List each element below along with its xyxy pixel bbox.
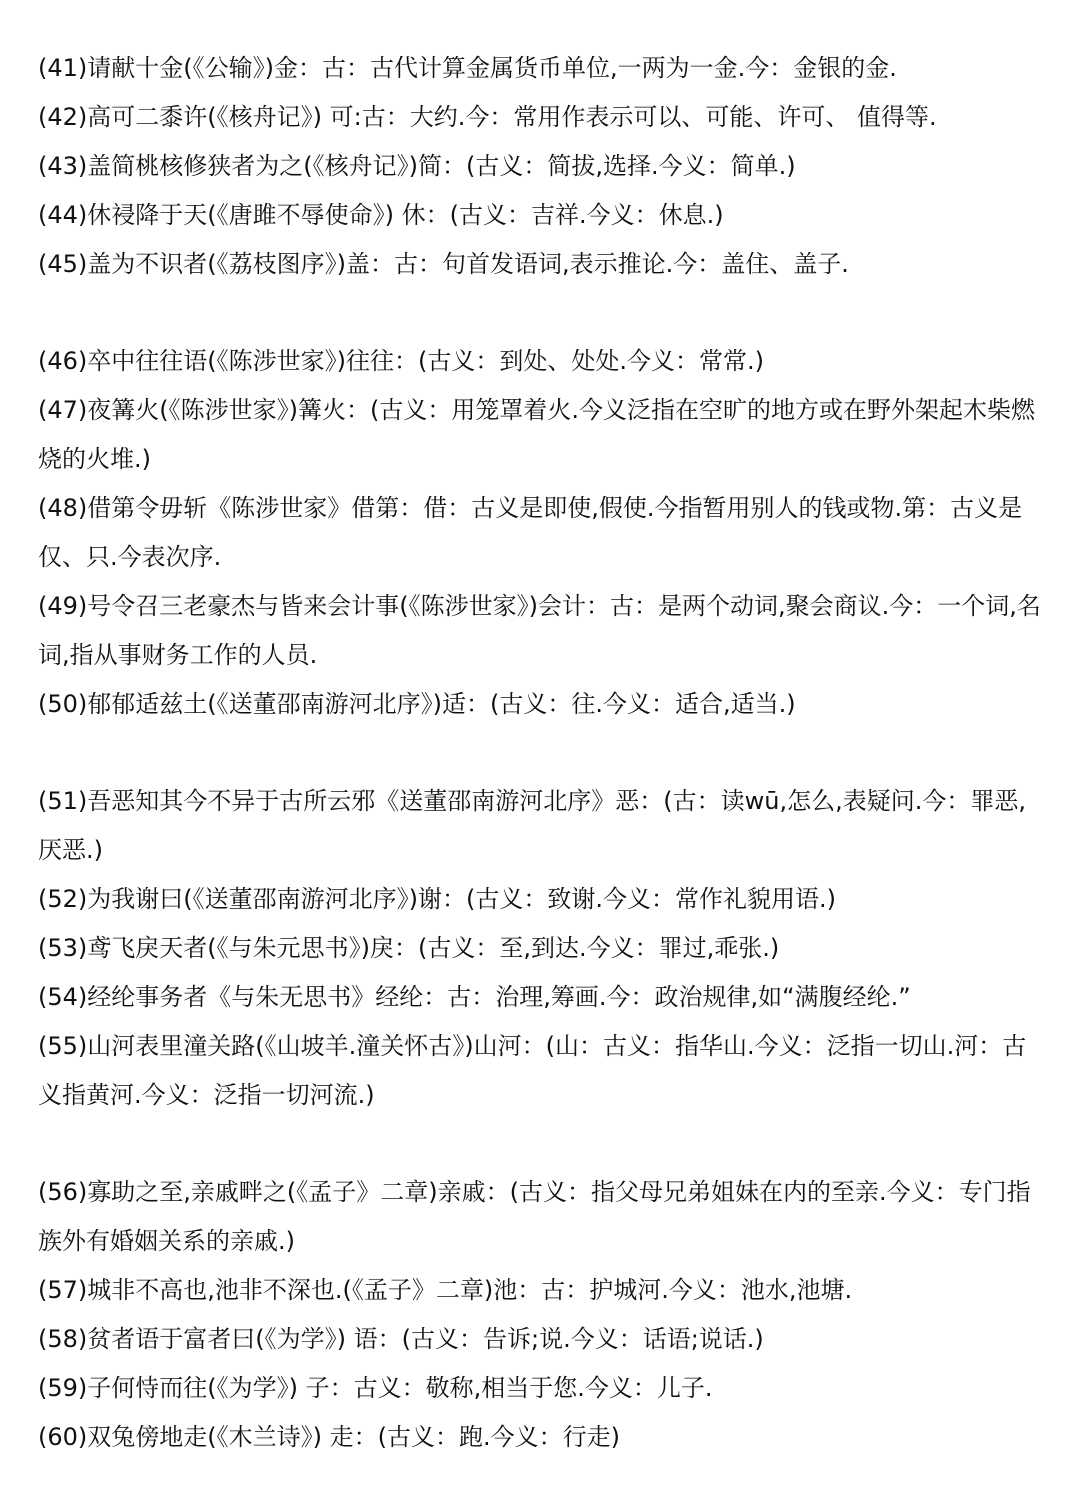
entry-47: (47)夜篝火(《陈涉世家》)篝火：(古义：用笼罩着火.今义泛指在空旷的地方或在野外架起木柴燃烧的火堆.) [38,396,1035,473]
entry-group-1 [38,44,1044,289]
entry-group-2 [38,337,1044,729]
entry-group-4 [38,1168,1044,1462]
entry-44: (44)休祲降于天(《唐雎不辱使命》) 休：(古义：吉祥.今义：休息.) [38,201,724,229]
group-spacer [38,289,1044,337]
entry-60: (60)双兔傍地走(《木兰诗》) 走：(古义：跑.今义：行走) [38,1423,620,1451]
entry-53: (53)鸢飞戾天者(《与朱元思书》)戾：(古义：至,到达.今义：罪过,乖张.) [38,934,780,962]
entry-49: (49)号令召三老豪杰与皆来会计事(《陈涉世家》)会计：古：是两个动词,聚会商议.今：一个词,名词,指从事财务工作的人员. [38,592,1041,669]
group-spacer [38,729,1044,777]
entry-group-3 [38,777,1044,1120]
group-spacer [38,1120,1044,1168]
entry-42: (42)高可二黍许(《核舟记》) 可:古：大约.今：常用作表示可以、可能、许可、 值得等. [38,103,937,131]
entry-45: (45)盖为不识者(《荔枝图序》)盖：古：句首发语词,表示推论.今：盖住、盖子. [38,250,849,278]
entry-57: (57)城非不高也,池非不深也.(《孟子》二章)池：古：护城河.今义：池水,池塘. [38,1276,853,1304]
entry-58: (58)贫者语于富者曰(《为学》) 语：(古义：告诉;说.今义：话语;说话.) [38,1325,764,1353]
entry-50: (50)郁郁适兹土(《送董邵南游河北序》)适：(古义：往.今义：适合,适当.) [38,690,796,718]
entry-56: (56)寡助之至,亲戚畔之(《孟子》二章)亲戚：(古义：指父母兄弟姐妹在内的至亲.今义：专门指族外有婚姻关系的亲戚.) [38,1178,1031,1255]
entry-43: (43)盖简桃核修狭者为之(《核舟记》)简：(古义：简拔,选择.今义：简单.) [38,152,796,180]
entry-41: (41)请献十金(《公输》)金：古：古代计算金属货币单位,一两为一金.今：金银的金. [38,54,897,82]
entry-51: (51)吾恶知其今不异于古所云邪《送董邵南游河北序》恶：(古：读wū,怎么,表疑问.今：罪恶,厌恶.) [38,787,1026,864]
entry-55: (55)山河表里潼关路(《山坡羊.潼关怀古》)山河：(山：古义：指华山.今义：泛指一切山.河：古义指黄河.今义：泛指一切河流.) [38,1032,1027,1109]
entry-46: (46)卒中往往语(《陈涉世家》)往往：(古义：到处、处处.今义：常常.) [38,347,764,375]
entry-48: (48)借第令毋斩《陈涉世家》借第：借：古义是即使,假使.今指暂用别人的钱或物.第：古义是仅、只.今表次序. [38,494,1023,571]
entry-54: (54)经纶事务者《与朱无思书》经纶：古：治理,筹画.今：政治规律,如“满腹经纶.” [38,983,911,1011]
entry-59: (59)子何恃而往(《为学》) 子：古义：敬称,相当于您.今义：儿子. [38,1374,713,1402]
entry-52: (52)为我谢曰(《送董邵南游河北序》)谢：(古义：致谢.今义：常作礼貌用语.) [38,885,836,913]
